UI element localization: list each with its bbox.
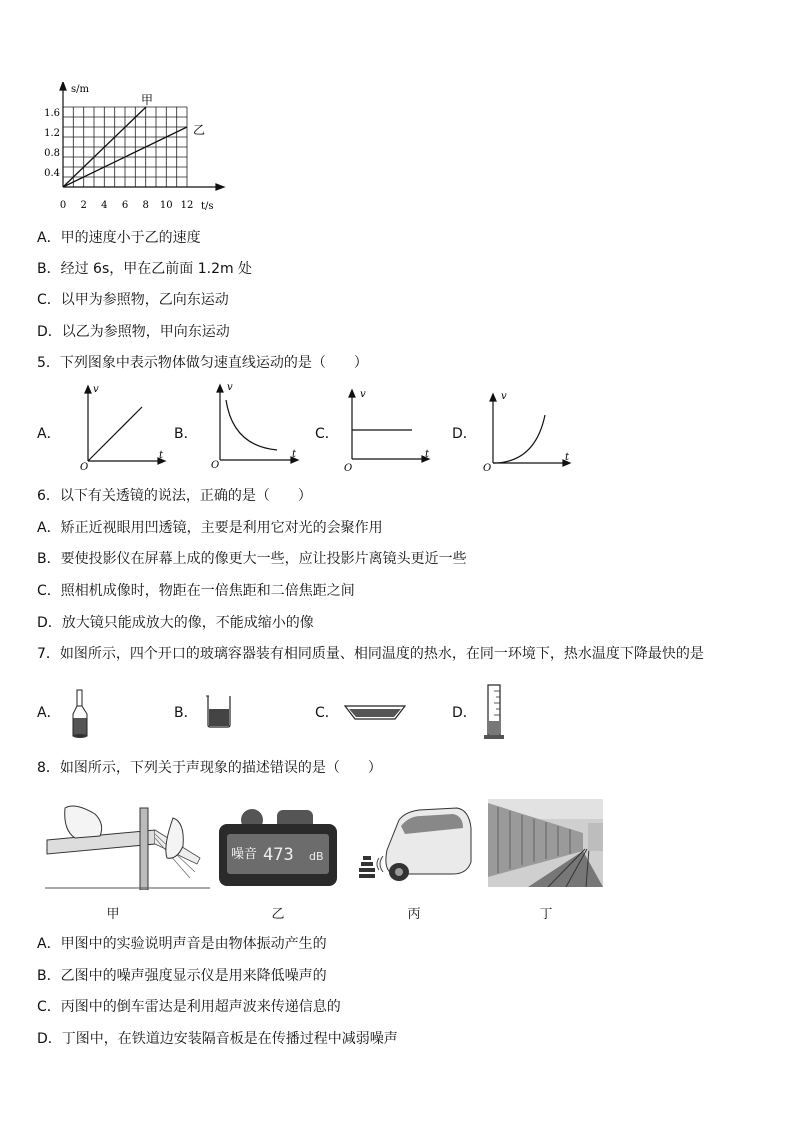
q8-option-a[interactable]: A．甲图中的实验说明声音是由物体振动产生的 [37, 936, 327, 952]
q4-option-d[interactable]: D．以乙为参照物，甲向东运动 [37, 324, 230, 340]
x-tick: 8 [142, 200, 149, 211]
q6-option-c[interactable]: C．照相机成像时，物距在一倍焦距和二倍焦距之间 [37, 583, 355, 599]
q7-label-b[interactable]: B． [174, 705, 198, 721]
railway-barrier-photo [488, 799, 603, 887]
q8-stem: 8．如图所示，下列关于声现象的描述错误的是（ ） [37, 760, 382, 776]
q7-label-c[interactable]: C． [315, 705, 339, 721]
y-tick: 0.8 [44, 148, 60, 159]
q5-graph-a[interactable] [78, 383, 173, 471]
q8-option-b[interactable]: B．乙图中的噪声强度显示仪是用来降低噪声的 [37, 968, 327, 984]
meter-reading: 473 [263, 845, 294, 865]
x-tick: 10 [159, 200, 173, 211]
axis-v: v [227, 382, 233, 393]
line-jia-label: 甲 [141, 93, 154, 107]
q8-option-c[interactable]: C．丙图中的倒车雷达是利用超声波来传递信息的 [37, 999, 341, 1015]
q7-label-a[interactable]: A． [37, 705, 61, 721]
reversing-car-photo [353, 806, 475, 888]
ruler-vibration-photo [45, 800, 210, 890]
q6-option-b[interactable]: B．要使投影仪在屏幕上成的像更大一些，应让投影片离镜头更近一些 [37, 551, 467, 567]
q5-stem: 5．下列图象中表示物体做匀速直线运动的是（ ） [37, 355, 368, 371]
q8-option-d[interactable]: D．丁图中，在铁道边安装隔音板是在传播过程中减弱噪声 [37, 1031, 398, 1047]
origin-label: O [344, 463, 353, 473]
x-tick: 12 [180, 200, 194, 211]
x-tick: 2 [80, 200, 87, 211]
meter-unit: dB [309, 850, 324, 863]
y-tick: 1.2 [44, 128, 60, 139]
q6-option-a[interactable]: A．矫正近视眼用凹透镜，主要是利用它对光的会聚作用 [37, 520, 383, 536]
q7-stem: 7．如图所示，四个开口的玻璃容器装有相同质量、相同温度的热水，在同一环境下，热水温度下降最快的是 [37, 646, 704, 662]
meter-label: 噪音 [231, 847, 258, 862]
q7-label-d[interactable]: D． [452, 705, 477, 721]
q4-option-b[interactable]: B．经过 6s，甲在乙前面 1.2m 处 [37, 261, 253, 277]
origin-label: O [483, 463, 492, 473]
origin-label: O [211, 460, 220, 468]
q5-label-a[interactable]: A． [37, 426, 61, 442]
caption-bing: 丙 [407, 907, 421, 922]
x-tick: 6 [121, 200, 129, 211]
q5-graph-c[interactable] [342, 385, 437, 473]
caption-yi: 乙 [271, 907, 285, 922]
x-tick-labels [60, 200, 194, 211]
bottle-icon[interactable] [68, 688, 92, 740]
axis-v: v [501, 391, 507, 402]
dish-icon[interactable] [343, 703, 407, 723]
x-tick: 0 [59, 200, 67, 211]
y-unit-label: s/m [71, 84, 89, 95]
y-tick: 1.6 [44, 108, 60, 119]
q5-label-b[interactable]: B． [174, 426, 198, 442]
y-tick: 0.4 [44, 168, 60, 179]
graph-grid [63, 107, 187, 187]
caption-ding: 丁 [539, 907, 553, 922]
axis-t: t [565, 452, 570, 463]
axis-t: t [159, 450, 164, 461]
axis-t: t [292, 449, 297, 460]
st-graph [37, 82, 227, 217]
x-tick: 4 [101, 200, 108, 211]
caption-jia: 甲 [106, 907, 120, 922]
q5-label-d[interactable]: D． [452, 426, 477, 442]
axis-v: v [93, 384, 99, 395]
q4-option-a[interactable]: A．甲的速度小于乙的速度 [37, 230, 201, 246]
q4-option-c[interactable]: C．以甲为参照物，乙向东运动 [37, 292, 229, 308]
axis-v: v [360, 389, 366, 400]
x-unit-label: t/s [201, 201, 214, 212]
axis-t: t [425, 449, 430, 460]
q6-stem: 6．以下有关透镜的说法，正确的是（ ） [37, 488, 312, 504]
graduated-cylinder-icon[interactable] [482, 683, 506, 741]
beaker-icon[interactable] [205, 693, 233, 729]
q5-label-c[interactable]: C． [315, 426, 339, 442]
y-tick-labels [44, 108, 60, 179]
line-yi-label: 乙 [193, 123, 206, 137]
q5-graph-b[interactable] [207, 380, 302, 468]
q6-option-d[interactable]: D．放大镜只能成放大的像，不能成缩小的像 [37, 615, 314, 631]
noise-meter-photo [217, 808, 339, 888]
origin-label: O [80, 462, 89, 471]
q5-graph-d[interactable] [481, 385, 576, 473]
